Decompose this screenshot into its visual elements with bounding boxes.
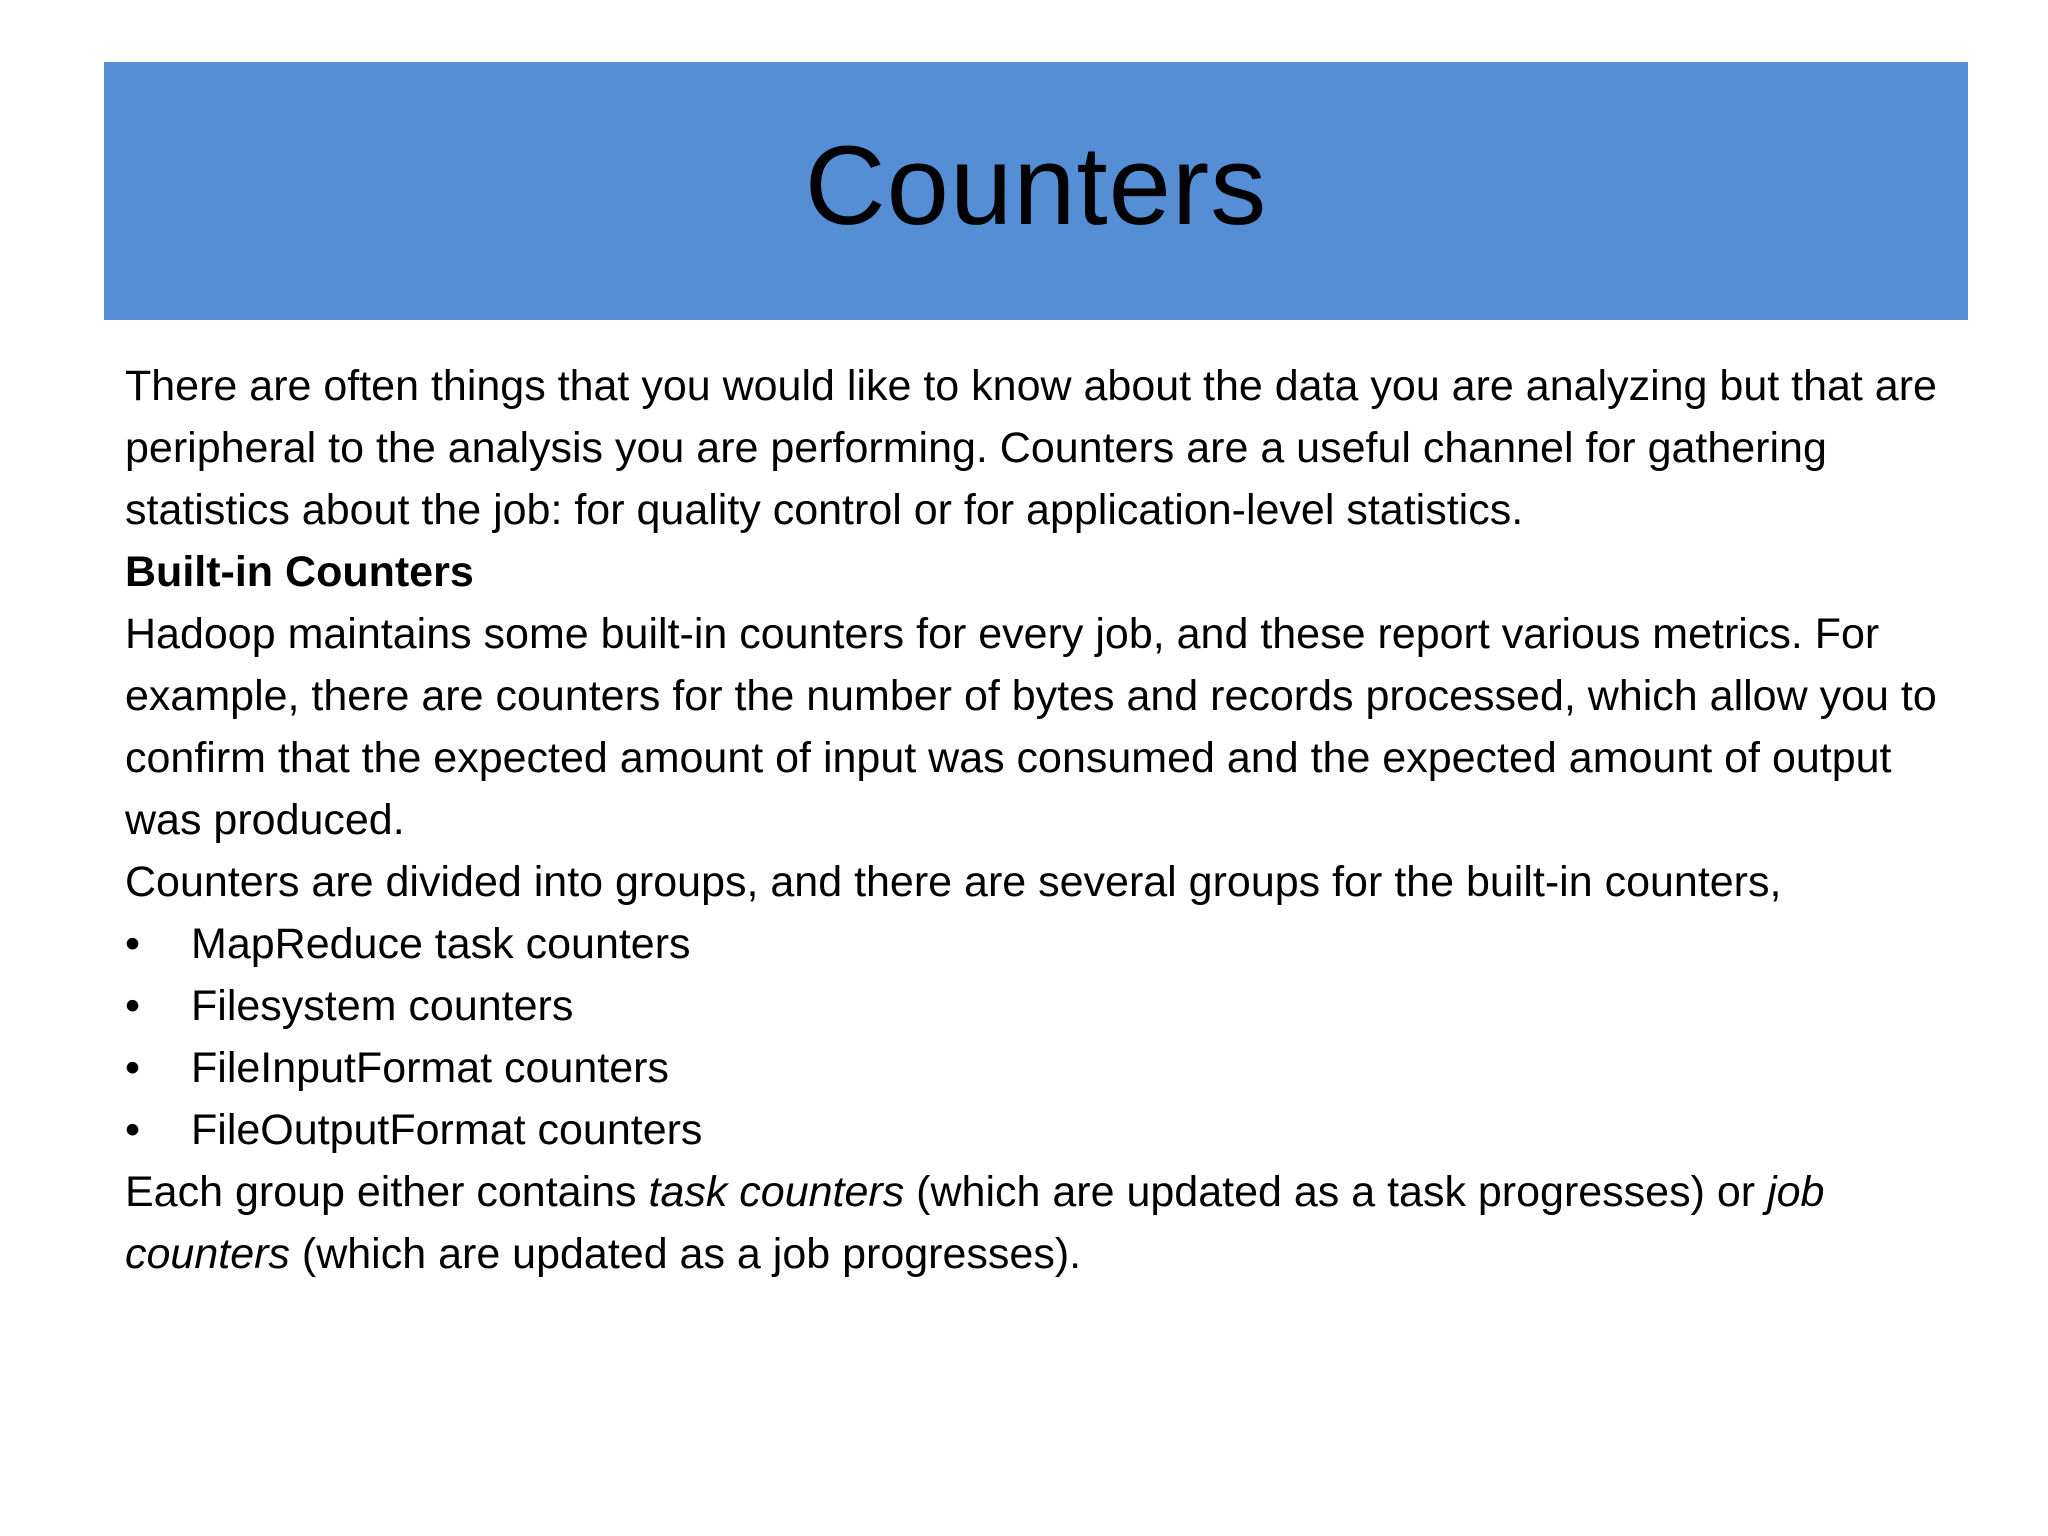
list-item-text: MapReduce task counters [191,920,691,968]
list-item [125,913,1955,975]
slide-title: Counters [804,123,1268,248]
task-counters-term: task counters [648,1168,905,1216]
closing-text-2: (which are updated as a task progresses) or [904,1168,1768,1216]
slide-body [125,355,1955,1285]
closing-paragraph [125,1161,1955,1285]
list-item [125,1037,1955,1099]
built-in-paragraph: Hadoop maintains some built-in counters for every job, and these report various metrics. For example, there are counters for the number of bytes and records processed, which allow you to confirm that the expected amount of input was consumed and the expected amount of output was produced. [125,610,1937,844]
job-counters-term: job counters [125,1168,1825,1278]
bullet-icon: • [125,1044,141,1092]
intro-paragraph: There are often things that you would like to know about the data you are analyzing but that are peripheral to the analysis you are performing. Counters are a useful channel for gathering statistics about the job: for quality control or for application-level statistics. [125,362,1937,534]
built-in-counters-heading: Built-in Counters [125,548,474,596]
list-item [125,975,1955,1037]
groups-paragraph: Counters are divided into groups, and there are several groups for the built-in counters, [125,858,1782,906]
counter-groups-list [125,913,1955,1161]
closing-text-1: Each group either contains [125,1168,649,1216]
bullet-icon: • [125,1106,141,1154]
closing-text-3: (which are updated as a job progresses). [289,1230,1082,1278]
list-item-text: FileOutputFormat counters [191,1106,703,1154]
title-banner [104,62,1968,320]
bullet-icon: • [125,920,141,968]
list-item-text: FileInputFormat counters [191,1044,669,1092]
list-item [125,1099,1955,1161]
bullet-icon: • [125,982,141,1030]
list-item-text: Filesystem counters [191,982,574,1030]
